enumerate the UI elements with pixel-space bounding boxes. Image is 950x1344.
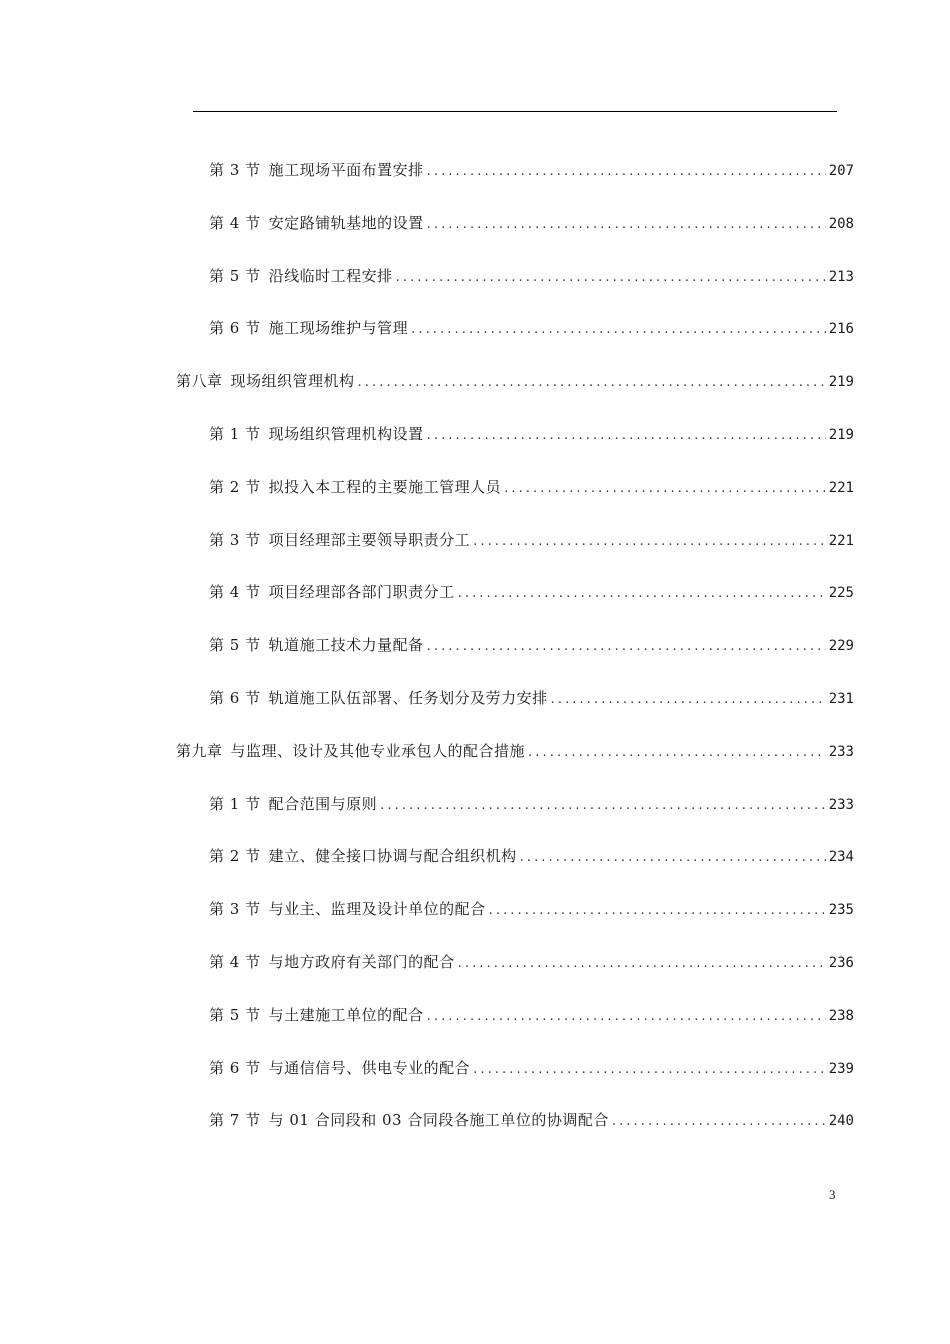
toc-entry-page: 235 [828, 902, 854, 918]
toc-dot-leader [528, 743, 826, 763]
toc-entry-number: 第 4 节 [209, 214, 261, 232]
toc-entry-page: 231 [828, 691, 854, 707]
toc-section-entry[interactable] [209, 635, 854, 655]
toc-dot-leader [551, 690, 826, 710]
toc-entry-number: 第 2 节 [209, 847, 261, 865]
toc-section-entry[interactable] [209, 846, 854, 866]
toc-dot-leader [473, 1060, 826, 1080]
toc-entry-number: 第 5 节 [209, 1006, 261, 1024]
toc-entry-label [176, 741, 525, 761]
toc-entry-label [209, 794, 377, 814]
toc-entry-number: 第 3 节 [209, 531, 261, 549]
toc-entry-page: 236 [828, 955, 854, 971]
toc-entry-number: 第 2 节 [209, 478, 261, 496]
toc-entry-label [209, 1110, 609, 1130]
page-number: 3 [829, 1187, 836, 1202]
toc-entry-label [209, 530, 470, 550]
toc-dot-leader [427, 162, 826, 182]
toc-entry-label [209, 266, 393, 286]
toc-entry-number: 第 6 节 [209, 1059, 261, 1077]
toc-entry-page: 221 [828, 480, 854, 496]
toc-entry-number: 第八章 [176, 372, 223, 390]
toc-entry-title: 施工现场维护与管理 [268, 319, 409, 337]
toc-entry-page: 225 [828, 585, 854, 601]
toc-entry-number: 第 4 节 [209, 953, 261, 971]
toc-section-entry[interactable] [209, 424, 854, 444]
toc-entry-number: 第九章 [176, 742, 223, 760]
toc-entry-page: 207 [828, 163, 854, 179]
toc-entry-page: 234 [828, 849, 854, 865]
toc-dot-leader [427, 1007, 826, 1027]
toc-entry-number: 第 5 节 [209, 636, 261, 654]
toc-section-entry[interactable] [209, 952, 854, 972]
toc-dot-leader [504, 479, 826, 499]
toc-entry-number: 第 3 节 [209, 161, 261, 179]
toc-entry-number: 第 7 节 [209, 1111, 261, 1129]
toc-entry-title: 与土建施工单位的配合 [268, 1006, 424, 1024]
toc-section-entry[interactable] [209, 794, 854, 814]
toc-dot-leader [380, 796, 826, 816]
toc-dot-leader [489, 901, 826, 921]
toc-dot-leader [396, 268, 826, 288]
toc-entry-page: 216 [828, 321, 854, 337]
toc-chapter-entry[interactable] [176, 371, 854, 391]
toc-entry-title: 现场组织管理机构设置 [268, 425, 424, 443]
toc-section-entry[interactable] [209, 160, 854, 180]
toc-dot-leader [612, 1112, 826, 1132]
toc-entry-label [209, 477, 501, 497]
toc-entry-title: 与监理、设计及其他专业承包人的配合措施 [230, 742, 526, 760]
toc-entry-number: 第 6 节 [209, 319, 261, 337]
toc-entry-page: 239 [828, 1061, 854, 1077]
toc-entry-label [209, 160, 424, 180]
toc-entry-label [209, 899, 486, 919]
toc-entry-title: 沿线临时工程安排 [268, 267, 393, 285]
toc-entry-label [209, 1058, 470, 1078]
toc-entry-number: 第 4 节 [209, 583, 261, 601]
toc-section-entry[interactable] [209, 1110, 854, 1130]
toc-dot-leader [427, 215, 826, 235]
toc-entry-number: 第 3 节 [209, 900, 261, 918]
toc-section-entry[interactable] [209, 1005, 854, 1025]
toc-entry-page: 240 [828, 1113, 854, 1129]
toc-entry-page: 219 [828, 374, 854, 390]
toc-entry-title: 建立、健全接口协调与配合组织机构 [268, 847, 517, 865]
toc-dot-leader [458, 584, 826, 604]
toc-entry-title: 轨道施工队伍部署、任务划分及劳力安排 [268, 689, 548, 707]
toc-entry-label [209, 952, 455, 972]
toc-entry-label [209, 635, 424, 655]
toc-section-entry[interactable] [209, 582, 854, 602]
toc-dot-leader [358, 373, 826, 393]
toc-entry-page: 233 [828, 797, 854, 813]
toc-entry-page: 221 [828, 533, 854, 549]
toc-entry-label [209, 424, 424, 444]
toc-dot-leader [473, 532, 826, 552]
toc-dot-leader [427, 426, 826, 446]
toc-entry-page: 213 [828, 269, 854, 285]
toc-entry-title: 项目经理部各部门职责分工 [268, 583, 455, 601]
toc-entry-title: 现场组织管理机构 [230, 372, 355, 390]
toc-entry-page: 229 [828, 638, 854, 654]
toc-section-entry[interactable] [209, 266, 854, 286]
toc-entry-number: 第 1 节 [209, 795, 261, 813]
toc-section-entry[interactable] [209, 318, 854, 338]
toc-entry-label [176, 371, 355, 391]
toc-section-entry[interactable] [209, 1058, 854, 1078]
toc-entry-title: 与通信信号、供电专业的配合 [268, 1059, 471, 1077]
toc-section-entry[interactable] [209, 688, 854, 708]
toc-dot-leader [458, 954, 826, 974]
toc-dot-leader [520, 848, 826, 868]
toc-entry-label [209, 1005, 424, 1025]
toc-entry-title: 施工现场平面布置安排 [268, 161, 424, 179]
toc-entry-title: 与地方政府有关部门的配合 [268, 953, 455, 971]
toc-section-entry[interactable] [209, 213, 854, 233]
toc-entry-number: 第 6 节 [209, 689, 261, 707]
toc-entry-page: 208 [828, 216, 854, 232]
toc-entry-label [209, 318, 408, 338]
toc-entry-title: 与 01 合同段和 03 合同段各施工单位的协调配合 [268, 1111, 609, 1129]
toc-entry-label [209, 582, 455, 602]
toc-entry-title: 轨道施工技术力量配备 [268, 636, 424, 654]
toc-entry-title: 安定路铺轨基地的设置 [268, 214, 424, 232]
toc-dot-leader [411, 320, 826, 340]
toc-entry-number: 第 5 节 [209, 267, 261, 285]
header-rule [193, 111, 837, 112]
toc-entry-title: 项目经理部主要领导职责分工 [268, 531, 471, 549]
toc-entry-title: 拟投入本工程的主要施工管理人员 [268, 478, 502, 496]
toc-chapter-entry[interactable] [176, 741, 854, 761]
toc-entry-number: 第 1 节 [209, 425, 261, 443]
toc-entry-label [209, 846, 517, 866]
toc-entry-page: 238 [828, 1008, 854, 1024]
toc-entry-title: 配合范围与原则 [268, 795, 378, 813]
toc-entry-page: 219 [828, 427, 854, 443]
toc-entry-label [209, 688, 548, 708]
toc-section-entry[interactable] [209, 477, 854, 497]
toc-dot-leader [427, 637, 826, 657]
toc-entry-page: 233 [828, 744, 854, 760]
toc-section-entry[interactable] [209, 899, 854, 919]
toc-entry-label [209, 213, 424, 233]
toc-entry-title: 与业主、监理及设计单位的配合 [268, 900, 486, 918]
toc-section-entry[interactable] [209, 530, 854, 550]
